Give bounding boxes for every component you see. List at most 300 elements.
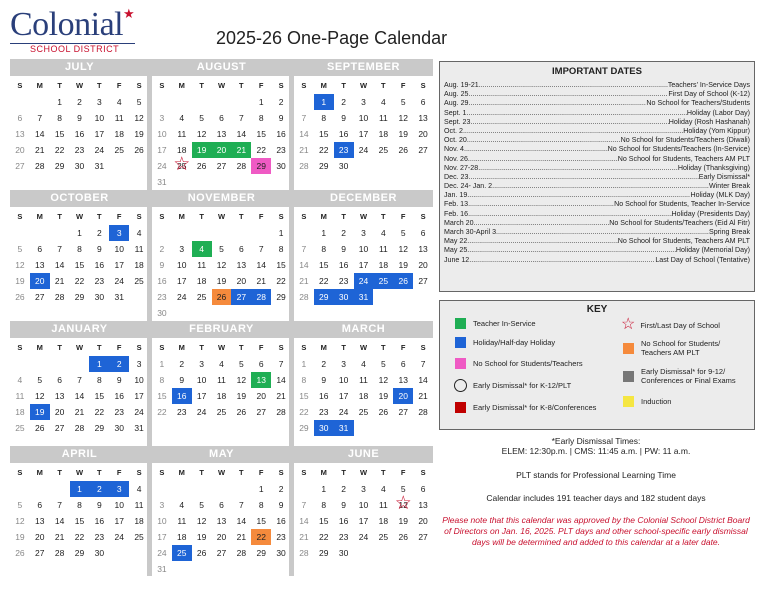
star-outline-icon: ☆ <box>621 316 636 333</box>
day-cell: 10 <box>358 244 369 254</box>
event-label: Teachers' In-Service Days <box>667 81 750 89</box>
important-date-row <box>440 182 754 191</box>
day-cell: 10 <box>157 129 167 139</box>
important-date-row <box>440 219 754 228</box>
day-cell: 3 <box>361 228 366 238</box>
day-cell: 29 <box>314 289 334 305</box>
day-cell: 17 <box>196 391 207 401</box>
weekday-header: M <box>36 212 43 221</box>
month-september <box>294 59 433 174</box>
day-cell: 22 <box>319 276 329 286</box>
day-cell: 25 <box>373 273 393 289</box>
days-note: Calendar includes 191 teacher days and 182 student days <box>486 493 706 503</box>
day-cell: 16 <box>157 276 167 286</box>
important-date-row <box>440 118 754 127</box>
date-label: Nov. 27-28 <box>444 163 479 172</box>
day-cell: 5 <box>199 500 204 510</box>
day-cell: 1 <box>314 94 334 110</box>
month-january <box>10 321 149 436</box>
day-cell: 12 <box>35 391 45 401</box>
day-cell: 12 <box>398 113 408 123</box>
day-cell: 9 <box>321 375 327 385</box>
empty-cell <box>30 94 50 110</box>
day-cell: 8 <box>258 113 264 123</box>
day-cell: 25 <box>134 276 144 286</box>
day-cell: 7 <box>57 244 62 254</box>
weekday-header: M <box>178 343 185 352</box>
day-cell: 30 <box>94 292 105 302</box>
day-cell: 31 <box>94 161 105 171</box>
day-cell: 1 <box>77 228 82 238</box>
circle-icon <box>454 379 467 392</box>
day-cell: 19 <box>15 532 25 542</box>
day-cell: 31 <box>157 564 167 574</box>
weekday-header: S <box>301 468 307 477</box>
dot-leader <box>492 182 709 191</box>
day-cell: 22 <box>251 529 271 545</box>
weekday-header: T <box>57 212 62 221</box>
day-cell: 16 <box>114 391 124 401</box>
day-cell: 9 <box>96 500 102 510</box>
day-cell: 24 <box>94 145 105 155</box>
day-cell: 4 <box>361 359 366 369</box>
weekday-header: T <box>381 212 386 221</box>
day-cell: 29 <box>276 292 286 302</box>
day-cell: 15 <box>319 129 329 139</box>
day-cell: 21 <box>418 391 428 401</box>
day-cell: 4 <box>380 97 386 107</box>
day-cell: 23 <box>319 407 329 417</box>
day-cell: 9 <box>116 375 122 385</box>
key-label: Early Dismissal* for K-12/PLT <box>473 381 572 390</box>
weekday-header: M <box>320 343 327 352</box>
pink-swatch <box>455 358 466 369</box>
day-cell: 4 <box>136 228 142 238</box>
date-label: June 12 <box>444 255 470 264</box>
day-cell: 17 <box>177 276 187 286</box>
key-label: Teacher In-Service <box>473 319 536 328</box>
day-cell: 24 <box>358 532 369 542</box>
early-dismissal-times: ELEM: 12:30p.m. | CMS: 11:45 a.m. | PW: 11 a.m. <box>501 446 691 456</box>
day-cell: 8 <box>278 244 284 254</box>
day-cell: 30 <box>114 423 124 433</box>
dot-leader <box>474 219 610 228</box>
day-cell: 18 <box>15 407 25 417</box>
important-date-row <box>440 99 754 108</box>
day-cell: 14 <box>74 391 85 401</box>
day-cell: 5 <box>17 500 23 510</box>
day-cell: 29 <box>256 548 266 558</box>
dot-leader <box>468 173 698 182</box>
important-date-row <box>440 155 754 164</box>
day-cell: 28 <box>54 292 65 302</box>
day-cell: 19 <box>398 516 408 526</box>
day-cell: 8 <box>321 244 327 254</box>
empty-cell <box>294 94 314 110</box>
event-label: Holiday (Labor Day) <box>686 108 750 117</box>
day-cell: 15 <box>157 391 167 401</box>
disclaimer: Please note that this calendar was approved by the Colonial School District Board of Directors on Jan. 16, 2025. PLT days and other school-specific early dismissal days will be determined and added to this calendar at a later date. <box>442 515 750 547</box>
day-cell: 25 ☆ <box>172 158 192 174</box>
weekday-header: F <box>400 81 406 90</box>
day-cell: 3 <box>159 500 165 510</box>
empty-cell <box>251 225 271 241</box>
weekday-header: S <box>17 468 23 477</box>
weekday-header: T <box>239 212 244 221</box>
weekday-header: S <box>420 81 426 90</box>
day-cell: 11 <box>177 129 187 139</box>
day-cell: 16 <box>94 260 105 270</box>
weekday-header: S <box>17 343 23 352</box>
weekday-header: S <box>301 212 307 221</box>
day-cell: 15 <box>54 129 65 139</box>
day-cell: 4 <box>192 241 212 257</box>
day-cell: 9 <box>77 113 82 123</box>
event-label: Holiday (MLK Day) <box>690 191 750 200</box>
important-date-row <box>440 81 754 90</box>
day-cell: 27 <box>418 532 428 542</box>
day-cell: 31 <box>157 177 167 187</box>
weekday-header: T <box>381 81 386 90</box>
day-cell: 29 <box>74 548 85 558</box>
day-cell: 14 <box>299 260 309 270</box>
day-cell: 9 <box>159 260 165 270</box>
weekday-header: F <box>258 212 264 221</box>
empty-cell <box>212 481 232 497</box>
day-cell: 20 <box>256 391 266 401</box>
orange-swatch <box>623 343 634 354</box>
day-cell: 8 <box>301 375 307 385</box>
day-cell: 4 <box>116 97 122 107</box>
weekday-header: T <box>97 468 102 477</box>
day-cell: 22 <box>256 145 266 155</box>
day-cell: 23 <box>276 145 286 155</box>
weekday-header: S <box>136 81 142 90</box>
dot-leader <box>478 164 678 173</box>
day-cell: 10 <box>358 500 369 510</box>
key-item-holiday <box>455 337 555 348</box>
day-cell: 27 <box>54 423 65 433</box>
day-cell: 8 <box>321 113 327 123</box>
day-cell: 12 <box>216 260 227 270</box>
day-cell: 6 <box>219 500 224 510</box>
day-cell: 2 <box>278 97 284 107</box>
day-cell: 9 <box>179 375 185 385</box>
day-cell: 14 <box>236 516 247 526</box>
day-cell: 2 <box>159 244 165 254</box>
day-cell: 12 <box>196 516 207 526</box>
important-date-row <box>440 210 754 219</box>
day-cell: 24 <box>354 273 374 289</box>
date-label: May 25 <box>444 246 468 255</box>
day-cell: 2 <box>96 228 102 238</box>
day-cell: 16 <box>338 516 349 526</box>
day-cell: 13 <box>15 129 25 139</box>
key-label <box>641 367 736 385</box>
day-cell: 19 <box>378 391 389 401</box>
weekday-header: F <box>400 343 406 352</box>
key-panel <box>439 300 755 430</box>
day-cell: 20 <box>30 273 50 289</box>
day-cell: 26 <box>398 532 408 542</box>
dot-leader <box>468 99 646 108</box>
day-cell: 19 <box>134 129 144 139</box>
day-cell: 2 <box>77 97 82 107</box>
month-may <box>152 446 291 577</box>
event-label: Holiday (Rosh Hashanah) <box>668 117 750 126</box>
day-cell: 7 <box>301 244 307 254</box>
day-cell: 13 <box>398 375 408 385</box>
empty-cell <box>231 225 251 241</box>
day-cell: 25 <box>114 145 124 155</box>
day-cell: 8 <box>77 500 82 510</box>
day-cell: 17 <box>157 145 167 155</box>
weekday-header: S <box>159 468 165 477</box>
day-cell: 18 <box>358 391 369 401</box>
day-cell: 23 <box>276 532 286 542</box>
day-cell: 7 <box>420 359 426 369</box>
weekday-header: T <box>97 212 102 221</box>
month-grid <box>10 209 149 305</box>
day-cell: 13 <box>35 516 45 526</box>
yellow-swatch <box>623 396 634 407</box>
day-cell: 15 <box>74 260 85 270</box>
day-cell: 3 <box>341 359 346 369</box>
day-cell: 29 <box>94 423 105 433</box>
day-cell: 6 <box>37 500 43 510</box>
empty-cell <box>152 94 172 110</box>
day-cell: 3 <box>361 484 366 494</box>
day-cell: 20 <box>216 532 227 542</box>
weekday-header: T <box>57 468 62 477</box>
day-cell: 14 <box>299 516 309 526</box>
date-label: Feb. 13 <box>444 200 469 209</box>
day-cell: 21 <box>256 276 266 286</box>
dot-leader <box>479 81 668 90</box>
day-cell: 1 <box>278 228 284 238</box>
day-cell: 5 <box>400 484 406 494</box>
day-cell: 12 <box>15 260 25 270</box>
day-cell: 20 <box>236 276 247 286</box>
day-cell: 8 <box>258 500 264 510</box>
month-header: AUGUST <box>152 59 291 76</box>
month-grid <box>152 340 291 420</box>
date-label: Dec. 23 <box>444 172 469 181</box>
weekday-header: W <box>75 212 84 221</box>
empty-cell <box>192 225 212 241</box>
day-cell: 7 <box>37 113 43 123</box>
day-cell: 6 <box>420 228 426 238</box>
day-cell: 30 <box>338 548 349 558</box>
day-cell: 26 <box>15 292 25 302</box>
day-cell: 22 <box>319 145 329 155</box>
day-cell: 6 <box>219 113 224 123</box>
green-swatch <box>455 318 466 329</box>
empty-cell <box>50 225 70 241</box>
day-cell: 17 <box>157 532 167 542</box>
weekday-header: W <box>359 468 368 477</box>
weekday-header: T <box>199 343 204 352</box>
day-cell: 15 <box>256 129 266 139</box>
plt-note: PLT stands for Professional Learning Time <box>516 470 676 480</box>
day-cell: 3 <box>96 97 102 107</box>
weekday-header: S <box>278 81 284 90</box>
weekday-header: S <box>17 81 23 90</box>
day-cell: 28 <box>299 161 309 171</box>
weekday-header: W <box>217 81 226 90</box>
day-cell: 16 <box>172 388 192 404</box>
key-label <box>641 339 720 357</box>
day-cell: 30 <box>276 548 286 558</box>
day-cell: 12 <box>378 375 389 385</box>
day-cell: 27 <box>216 548 227 558</box>
month-october <box>10 190 149 305</box>
dot-leader <box>468 200 614 209</box>
day-cell: 8 <box>77 244 82 254</box>
event-label: No School for Students, Teacher In-Service <box>614 200 750 209</box>
key-label-line: Teachers AM PLT <box>641 348 700 357</box>
day-cell: 20 <box>35 532 45 542</box>
day-cell: 7 <box>238 500 244 510</box>
key-label: No School for Students/Teachers <box>473 359 583 368</box>
day-cell: 13 <box>251 372 271 388</box>
month-header: SEPTEMBER <box>294 59 433 76</box>
day-cell: 6 <box>57 375 62 385</box>
day-cell: 3 <box>199 359 204 369</box>
day-cell: 22 <box>319 532 329 542</box>
day-cell: 30 <box>338 161 349 171</box>
weekday-header: F <box>116 343 122 352</box>
day-cell: 9 <box>341 244 346 254</box>
weekday-header: M <box>320 468 327 477</box>
day-cell: 20 <box>15 145 25 155</box>
divider-bar <box>289 59 294 576</box>
key-label: Early Dismissal* for K-8/Conferences <box>473 403 597 412</box>
month-august <box>152 59 291 190</box>
day-cell: 30 <box>334 289 354 305</box>
empty-cell <box>231 481 251 497</box>
weekday-header: W <box>217 468 226 477</box>
day-cell: 14 <box>54 516 65 526</box>
day-cell: 21 <box>74 407 85 417</box>
day-cell: 27 <box>418 145 428 155</box>
day-cell: 18 <box>134 516 144 526</box>
day-cell: 8 <box>96 375 102 385</box>
key-label: First/Last Day of School <box>640 320 720 330</box>
day-cell: 1 <box>258 484 264 494</box>
day-cell: 22 <box>276 276 286 286</box>
day-cell: 25 <box>358 407 369 417</box>
weekday-header: S <box>159 343 165 352</box>
dot-leader <box>467 191 690 200</box>
weekday-header: T <box>239 343 244 352</box>
day-cell: 20 <box>54 407 65 417</box>
day-cell: 6 <box>37 244 43 254</box>
day-cell: 17 <box>114 516 124 526</box>
weekday-header: T <box>381 343 386 352</box>
day-cell: 13 <box>35 260 45 270</box>
day-cell: 27 <box>15 161 25 171</box>
day-cell: 7 <box>301 113 307 123</box>
important-date-row <box>440 256 754 265</box>
day-cell: 17 <box>338 391 349 401</box>
day-cell: 29 <box>299 423 309 433</box>
empty-cell <box>192 94 212 110</box>
day-cell: 23 <box>338 532 349 542</box>
day-cell: 15 <box>319 260 329 270</box>
dot-leader <box>496 228 709 237</box>
day-cell: 19 <box>30 404 50 420</box>
weekday-header: S <box>420 343 426 352</box>
important-date-row <box>440 228 754 237</box>
weekday-header: S <box>301 343 307 352</box>
day-cell: 26 <box>398 145 408 155</box>
day-cell: 4 <box>17 375 23 385</box>
month-grid <box>152 465 291 577</box>
day-cell: 14 <box>236 129 247 139</box>
day-cell: 28 <box>236 548 247 558</box>
day-cell: 30 <box>276 161 286 171</box>
weekday-header: F <box>116 468 122 477</box>
weekday-header: S <box>278 212 284 221</box>
day-cell: 25 <box>378 532 389 542</box>
day-cell: 21 <box>35 145 45 155</box>
day-cell: 26 <box>134 145 144 155</box>
dot-leader <box>466 109 686 118</box>
important-date-row <box>440 191 754 200</box>
weekday-header: F <box>258 81 264 90</box>
day-cell: 15 <box>276 260 286 270</box>
key-title: KEY <box>586 304 608 315</box>
day-cell: 3 <box>159 113 165 123</box>
day-cell: 12 <box>15 516 25 526</box>
empty-cell <box>10 94 30 110</box>
date-label: Oct. 2 <box>444 126 463 135</box>
empty-cell <box>172 225 192 241</box>
day-cell: 29 <box>319 161 329 171</box>
day-cell: 30 <box>157 308 167 318</box>
day-cell: 8 <box>57 113 62 123</box>
day-cell: 15 <box>299 391 309 401</box>
important-date-row <box>440 246 754 255</box>
day-cell: 13 <box>418 244 428 254</box>
day-cell: 23 <box>94 532 105 542</box>
empty-cell <box>212 94 232 110</box>
day-cell: 7 <box>77 375 82 385</box>
early-dismissal-title: *Early Dismissal Times: <box>551 436 641 446</box>
day-cell: 31 <box>134 423 144 433</box>
month-grid <box>10 465 149 561</box>
dot-leader <box>468 210 671 219</box>
day-cell: 24 <box>134 407 144 417</box>
day-cell: 9 <box>341 500 346 510</box>
day-cell: 5 <box>238 359 244 369</box>
weekday-header: M <box>36 81 43 90</box>
day-cell: 21 <box>54 532 65 542</box>
month-june <box>294 446 433 561</box>
month-july <box>10 59 149 174</box>
day-cell: 20 <box>212 142 232 158</box>
month-december <box>294 190 433 305</box>
empty-cell <box>30 356 50 372</box>
weekday-header: S <box>17 212 23 221</box>
weekday-header: T <box>199 81 204 90</box>
day-cell: 4 <box>380 484 386 494</box>
day-cell: 25 <box>134 532 144 542</box>
month-grid <box>152 78 291 190</box>
day-cell: 29 <box>54 161 65 171</box>
important-date-row <box>440 173 754 182</box>
